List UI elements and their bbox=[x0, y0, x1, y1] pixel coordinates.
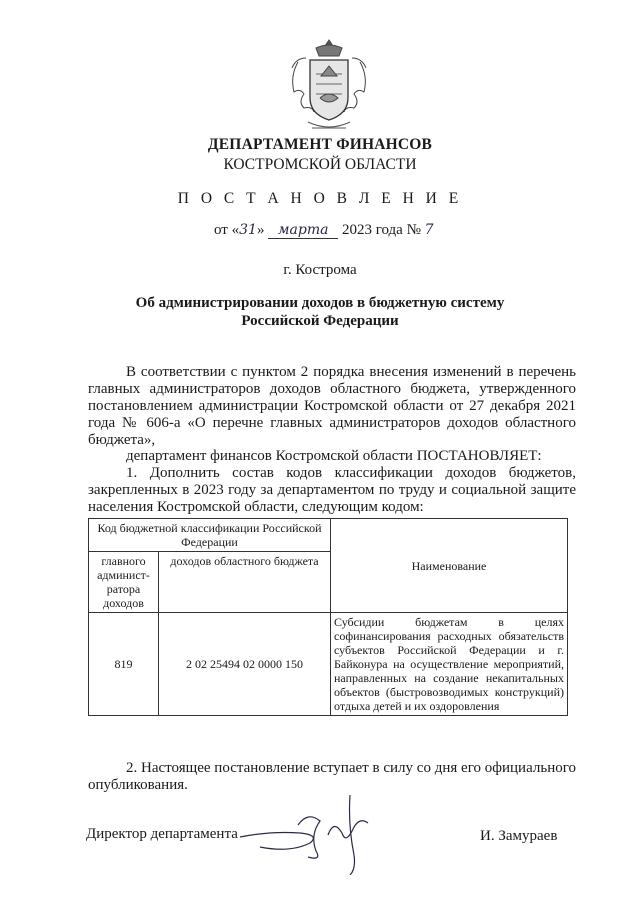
region-title: КОСТРОМСКОЙ ОБЛАСТИ bbox=[223, 156, 417, 173]
subject-line-2: Российской Федерации bbox=[241, 313, 399, 329]
signer-name: И. Замураев bbox=[480, 828, 558, 844]
header-budget-classification: Код бюджетной классификации Российской Федерации bbox=[89, 519, 331, 552]
paragraph-item-2: 2. Настоящее постановление вступает в силу со дня его официального опубликования. bbox=[88, 760, 576, 793]
paragraph-item-1: 1. Дополнить состав кодов классификации доходов бюджетов, закрепленных в 2023 году за департаментом по труду и социальной защите населения Костромской области, следующим кодом: bbox=[88, 465, 576, 515]
subject-line-1: Об администрировании доходов в бюджетную систему bbox=[135, 295, 505, 311]
date-prefix: от « bbox=[214, 222, 240, 238]
table-row bbox=[89, 613, 568, 716]
signer-title: Директор департамента bbox=[86, 826, 238, 842]
header-chief-administrator: главного админист-ратора доходов bbox=[89, 552, 159, 613]
revenue-code-cell: 2 02 25494 02 0000 150 bbox=[159, 613, 331, 716]
date-month: марта bbox=[268, 222, 338, 239]
table-header-row bbox=[89, 519, 568, 552]
budget-codes-table bbox=[88, 518, 568, 716]
paragraph-preamble: В соответствии с пунктом 2 порядка внесения изменений в перечень главных администраторов доходов областного бюджета, утвержденного постановлением администрации Костромской области от 27 декабря 2021 года № 606-а «О перечне главных администраторов доходов областного бюджета», bbox=[88, 364, 576, 448]
department-title: ДЕПАРТАМЕНТ ФИНАНСОВ bbox=[207, 136, 433, 153]
header-regional-revenue: доходов областного бюджета bbox=[159, 552, 331, 613]
date-line bbox=[214, 222, 434, 239]
header-name: Наименование bbox=[331, 519, 568, 613]
city-line: г. Кострома bbox=[283, 262, 357, 278]
date-mid: » bbox=[256, 222, 269, 238]
signature-image bbox=[238, 795, 388, 875]
date-day: 31 bbox=[239, 222, 257, 238]
paragraph-resolves: департамент финансов Костромской области ПОСТАНОВЛЯЕТ: bbox=[126, 448, 542, 464]
admin-code-cell: 819 bbox=[89, 613, 159, 716]
document-subject bbox=[120, 294, 520, 330]
coat-of-arms-emblem bbox=[286, 38, 372, 136]
revenue-name-cell: Субсидии бюджетам в целях софинансирования расходных обязательств субъектов Российской Федерации и г. Байконура на осуществление мероприятий, направленных на создание некапитальных объектов (быстровозводимых конструкций) отдыха детей и их оздоровления bbox=[331, 613, 568, 716]
date-year: 2023 года № bbox=[338, 222, 425, 238]
document-number: 7 bbox=[424, 222, 434, 238]
document-type: П О С Т А Н О В Л Е Н И Е bbox=[177, 190, 463, 207]
